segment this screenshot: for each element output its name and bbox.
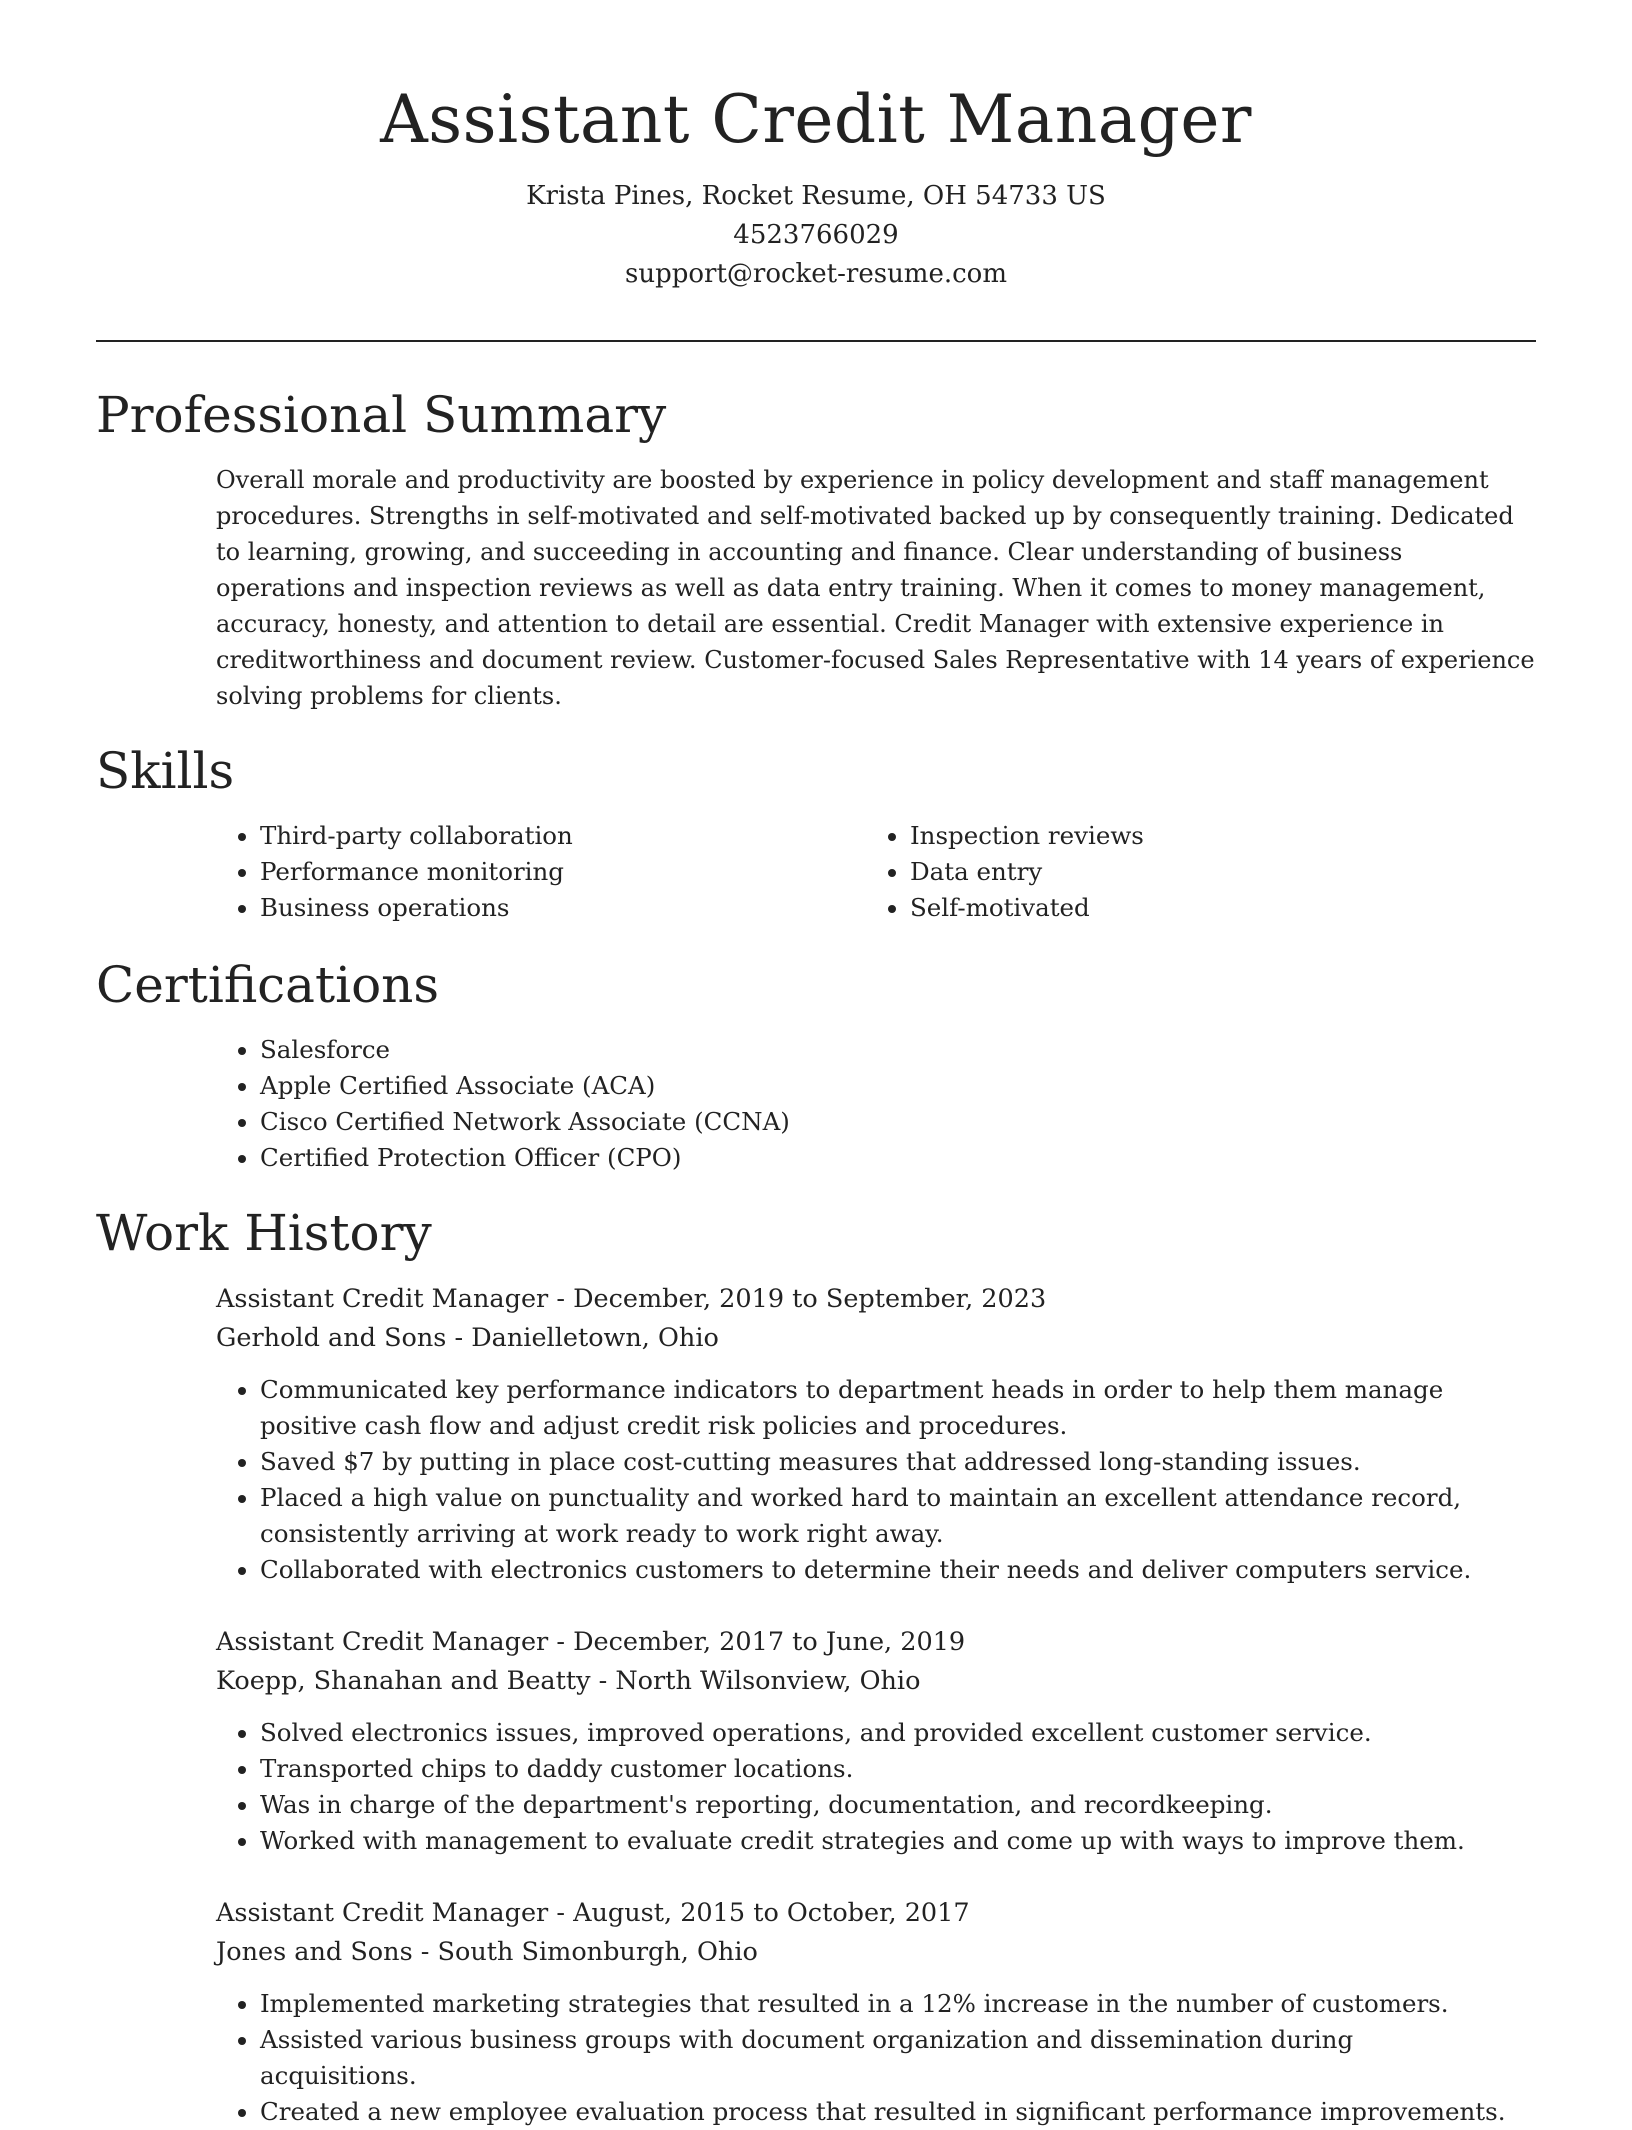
certification-item: • Cisco Certified Network Associate (CCNA) xyxy=(260,1104,790,1140)
job-company: Jones and Sons xyxy=(216,1937,413,1967)
job-entry xyxy=(216,1894,1516,2130)
work-history-heading: Work History xyxy=(96,1204,432,1262)
certification-item: • Apple Certified Associate (ACA) xyxy=(260,1068,790,1104)
job-location: North Wilsonview, Ohio xyxy=(615,1666,921,1696)
job-bullet: • Communicated key performance indicators to department heads in order to help them manage positive cash flow and adjust credit risk policies and procedures. xyxy=(260,1372,1516,1444)
job-bullet: • Created a new employee evaluation process that resulted in significant performance improvements. xyxy=(260,2094,1516,2130)
certifications-list xyxy=(216,1032,790,1176)
job-bullet: • Placed a high value on punctuality and worked hard to maintain an excellent attendance record, consistently arriving at work ready to work right away. xyxy=(260,1480,1516,1552)
skill-item: • Inspection reviews xyxy=(910,818,1144,854)
job-bullets xyxy=(216,1986,1516,2130)
skill-item: • Business operations xyxy=(260,890,573,926)
job-title-line: Assistant Credit Manager - December, 2019 to September, 2023 xyxy=(216,1284,1047,1314)
job-bullets xyxy=(216,1372,1516,1588)
contact-phone: 4523766029 xyxy=(733,220,899,251)
header-divider xyxy=(96,340,1536,342)
job-bullet: • Implemented marketing strategies that resulted in a 12% increase in the number of customers. xyxy=(260,1986,1516,2022)
job-location: South Simonburgh, Ohio xyxy=(437,1937,758,1967)
job-bullet: • Assisted various business groups with document organization and dissemination during acquisitions. xyxy=(260,2022,1516,2094)
contact-address: Krista Pines, Rocket Resume, OH 54733 US xyxy=(526,181,1106,212)
job-company: Gerhold and Sons xyxy=(216,1323,447,1353)
skills-heading: Skills xyxy=(96,742,235,800)
job-title-line: Assistant Credit Manager - December, 2017 to June, 2019 xyxy=(216,1627,966,1657)
skills-list-right xyxy=(866,818,1144,926)
job-entry xyxy=(216,1623,1516,1859)
job-title: Assistant Credit Manager xyxy=(216,1627,549,1657)
job-bullet: • Solved electronics issues, improved operations, and provided excellent customer service. xyxy=(260,1715,1516,1751)
job-entry xyxy=(216,1280,1516,1588)
summary-text: Overall morale and productivity are boosted by experience in policy development and staff management procedures. Strengths in self-motivated and self-motivated backed up by consequently training. Dedicated to learning, growing, and succeeding in accounting and finance. Clear understanding of business operations and inspection reviews as well as data entry training. When it comes to money management, accuracy, honesty, and attention to detail are essential. Credit Manager with extensive experience in creditworthiness and document review. Customer-focused Sales Representative with 14 years of experience solving problems for clients. xyxy=(216,466,1535,710)
job-location: Danielletown, Ohio xyxy=(471,1323,719,1353)
skill-item: • Self-motivated xyxy=(910,890,1144,926)
job-company-line: Jones and Sons - South Simonburgh, Ohio xyxy=(216,1937,758,1967)
resume-header xyxy=(0,80,1632,294)
skill-item: • Third-party collaboration xyxy=(260,818,573,854)
job-bullet: • Saved $7 by putting in place cost-cutting measures that addressed long-standing issues. xyxy=(260,1444,1516,1480)
skills-list-left xyxy=(216,818,573,926)
job-title: Assistant Credit Manager xyxy=(216,1898,549,1928)
job-bullet: • Collaborated with electronics customers to determine their needs and deliver computers service. xyxy=(260,1552,1516,1588)
resume-title: Assistant Credit Manager xyxy=(380,81,1252,158)
job-company-line: Gerhold and Sons - Danielletown, Ohio xyxy=(216,1323,719,1353)
job-company-line: Koepp, Shanahan and Beatty - North Wilsonview, Ohio xyxy=(216,1666,921,1696)
job-title: Assistant Credit Manager xyxy=(216,1284,549,1314)
skill-item: • Performance monitoring xyxy=(260,854,573,890)
certification-item: • Salesforce xyxy=(260,1032,790,1068)
summary-heading: Professional Summary xyxy=(96,386,667,444)
job-bullet: • Transported chips to daddy customer locations. xyxy=(260,1751,1516,1787)
job-dates: December, 2019 to September, 2023 xyxy=(573,1284,1047,1314)
job-dates: December, 2017 to June, 2019 xyxy=(573,1627,966,1657)
job-dates: August, 2015 to October, 2017 xyxy=(573,1898,970,1928)
certifications-heading: Certifications xyxy=(96,956,440,1014)
job-title-line: Assistant Credit Manager - August, 2015 to October, 2017 xyxy=(216,1898,970,1928)
job-bullets xyxy=(216,1715,1516,1859)
job-bullet: • Was in charge of the department's reporting, documentation, and recordkeeping. xyxy=(260,1787,1516,1823)
skill-item: • Data entry xyxy=(910,854,1144,890)
certification-item: • Certified Protection Officer (CPO) xyxy=(260,1140,790,1176)
contact-email: support@rocket-resume.com xyxy=(624,259,1007,290)
job-company: Koepp, Shanahan and Beatty xyxy=(216,1666,591,1696)
job-bullet: • Worked with management to evaluate credit strategies and come up with ways to improve them. xyxy=(260,1823,1516,1859)
contact-block xyxy=(0,177,1632,294)
